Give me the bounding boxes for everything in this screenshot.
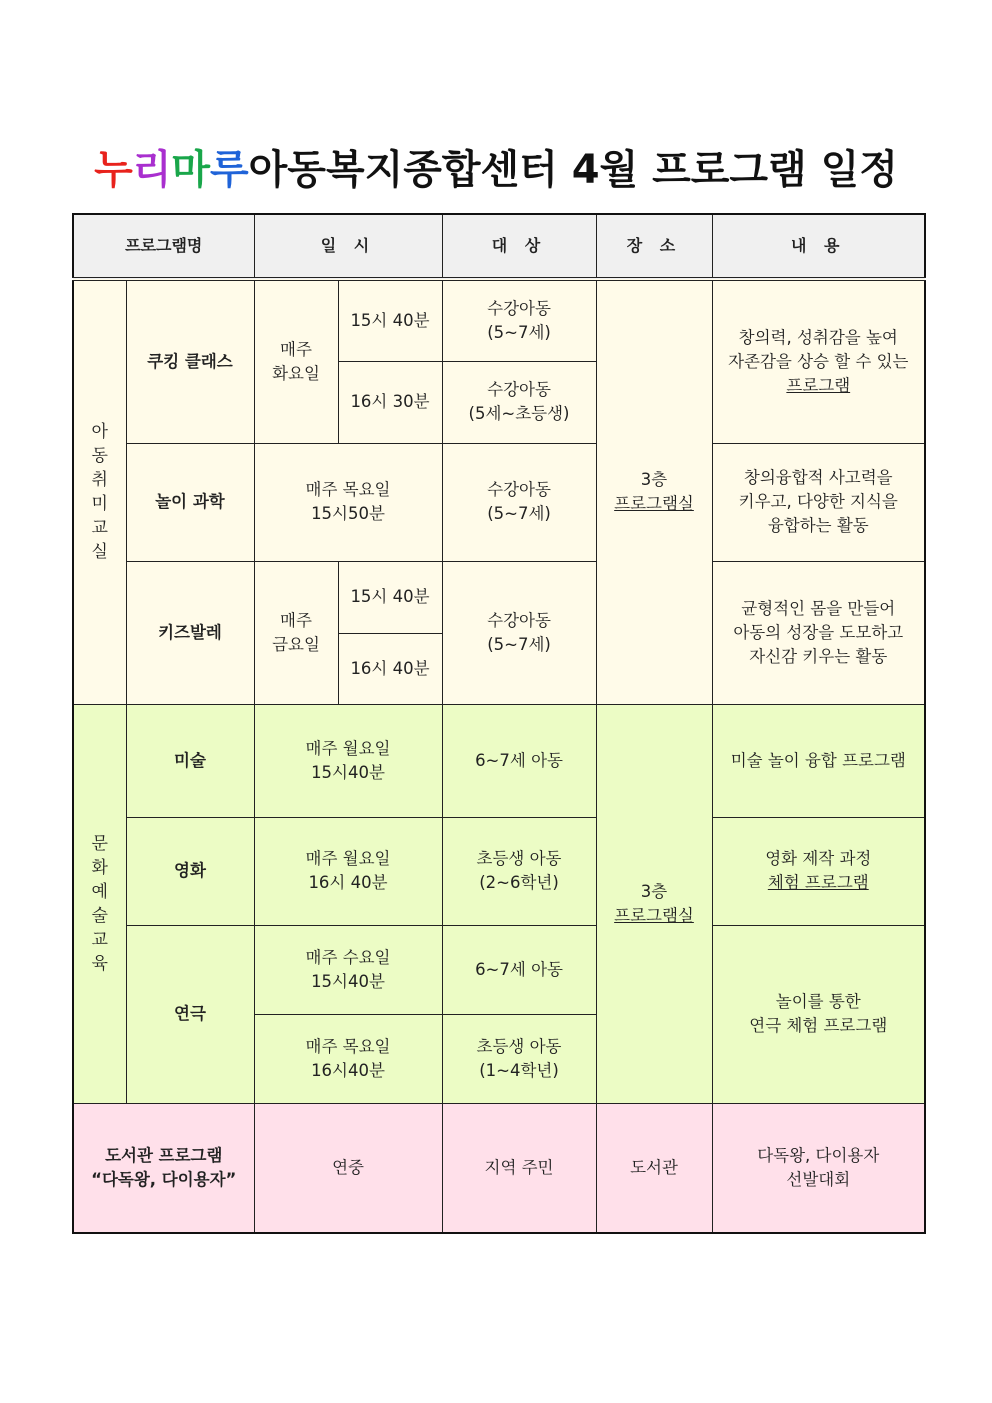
film-content xyxy=(712,817,925,925)
table-row xyxy=(73,925,925,1014)
program-name-library xyxy=(73,1103,254,1233)
art-target: 6~7세 아동 xyxy=(442,704,596,817)
section-label-hobby xyxy=(73,279,126,704)
header-program: 프로그램명 xyxy=(73,214,254,279)
program-name-science: 놀이 과학 xyxy=(126,443,254,561)
content-line: 놀이를 통한 xyxy=(775,992,861,1011)
place-hobby xyxy=(596,279,712,704)
section-label-text: 문화예술교육 xyxy=(91,833,108,974)
target-line: (5~7세) xyxy=(487,322,551,342)
target-line: 초등생 아동 xyxy=(476,849,562,868)
content-line: 자존감을 상승 할 수 있는 xyxy=(728,351,909,371)
ballet-day xyxy=(254,561,338,704)
content-line: 융합하는 활동 xyxy=(767,516,869,535)
target-line: (1~4학년) xyxy=(479,1060,559,1080)
drama-target-1: 6~7세 아동 xyxy=(442,925,596,1014)
target-line: (5~7세) xyxy=(487,504,551,523)
table-row xyxy=(73,704,925,817)
target-line: 수강아동 xyxy=(487,380,551,399)
datetime-line: 15시40분 xyxy=(311,762,385,782)
ballet-time-2: 16시 40분 xyxy=(338,633,442,704)
drama-datetime-2 xyxy=(254,1014,442,1103)
library-name-line: “다독왕, 다이용자” xyxy=(91,1169,237,1189)
place-line: 프로그램실 xyxy=(614,905,694,925)
place-line: 프로그램실 xyxy=(614,494,694,514)
table-row xyxy=(73,443,925,561)
table-row xyxy=(73,279,925,361)
datetime-line: 매주 월요일 xyxy=(305,738,391,758)
target-line: (5~7세) xyxy=(487,634,551,654)
datetime-line: 매주 월요일 xyxy=(305,849,391,868)
drama-content xyxy=(712,925,925,1103)
program-name-ballet: 키즈발레 xyxy=(126,561,254,704)
datetime-line: 매주 수요일 xyxy=(305,947,391,967)
cooking-day-line: 화요일 xyxy=(272,363,320,383)
cooking-time-1: 15시 40분 xyxy=(338,279,442,361)
science-target xyxy=(442,443,596,561)
content-line: 다독왕, 다이용자 xyxy=(757,1145,880,1165)
content-line: 자신감 키우는 활동 xyxy=(749,646,888,666)
title-text: 아동복지종합센터 4월 프로그램 일정 xyxy=(248,147,898,193)
table-row xyxy=(73,817,925,925)
table-row xyxy=(73,561,925,633)
ballet-content xyxy=(712,561,925,704)
ballet-day-line: 금요일 xyxy=(272,634,320,654)
cooking-target-1 xyxy=(442,279,596,361)
datetime-line: 15시40분 xyxy=(311,971,385,991)
art-content: 미술 놀이 융합 프로그램 xyxy=(712,704,925,817)
ballet-time-1: 15시 40분 xyxy=(338,561,442,633)
datetime-line: 15시50분 xyxy=(311,504,385,523)
place-culture xyxy=(596,704,712,1103)
target-line: 수강아동 xyxy=(487,298,551,318)
content-line: 아동의 성장을 도모하고 xyxy=(733,622,904,642)
film-target xyxy=(442,817,596,925)
library-name-line: 도서관 프로그램 xyxy=(105,1145,223,1165)
cooking-content xyxy=(712,279,925,443)
cooking-day xyxy=(254,279,338,443)
datetime-line: 16시40분 xyxy=(311,1060,385,1080)
datetime-line: 매주 목요일 xyxy=(305,1036,391,1056)
target-line: (2~6학년) xyxy=(479,873,559,892)
program-name-cooking: 쿠킹 클래스 xyxy=(126,279,254,443)
target-line: 수강아동 xyxy=(487,480,551,499)
program-schedule-table xyxy=(72,213,926,1234)
science-datetime xyxy=(254,443,442,561)
content-line: 창의력, 성취감을 높여 xyxy=(738,327,898,347)
library-place: 도서관 xyxy=(596,1103,712,1233)
library-target: 지역 주민 xyxy=(442,1103,596,1233)
content-line: 프로그램 xyxy=(786,375,851,395)
header-content: 내 용 xyxy=(712,214,925,279)
content-line: 균형적인 몸을 만들어 xyxy=(741,598,896,618)
art-datetime xyxy=(254,704,442,817)
header-place: 장 소 xyxy=(596,214,712,279)
drama-target-2 xyxy=(442,1014,596,1103)
program-name-film: 영화 xyxy=(126,817,254,925)
table-row xyxy=(73,1103,925,1233)
content-line: 연극 체험 프로그램 xyxy=(749,1016,888,1035)
content-line: 선발대회 xyxy=(786,1169,851,1189)
library-datetime: 연중 xyxy=(254,1103,442,1233)
header-row xyxy=(73,214,925,279)
drama-datetime-1 xyxy=(254,925,442,1014)
page-title xyxy=(0,138,992,195)
place-line: 3층 xyxy=(640,470,668,490)
library-content xyxy=(712,1103,925,1233)
place-line: 3층 xyxy=(640,881,668,901)
program-name-art: 미술 xyxy=(126,704,254,817)
program-name-drama: 연극 xyxy=(126,925,254,1103)
content-line: 영화 제작 과정 xyxy=(765,849,872,868)
datetime-line: 16시 40분 xyxy=(308,873,388,892)
cooking-target-2 xyxy=(442,361,596,443)
target-line: (5세~초등생) xyxy=(468,404,570,423)
cooking-time-2: 16시 30분 xyxy=(338,361,442,443)
cooking-day-line: 매주 xyxy=(280,339,312,359)
section-label-text: 아동취미교실 xyxy=(91,422,108,563)
content-line: 키우고, 다양한 지식을 xyxy=(738,492,898,511)
film-datetime xyxy=(254,817,442,925)
logo-text: 누리마루 xyxy=(94,147,249,193)
ballet-day-line: 매주 xyxy=(280,610,312,630)
header-datetime: 일 시 xyxy=(254,214,442,279)
header-target: 대 상 xyxy=(442,214,596,279)
datetime-line: 매주 목요일 xyxy=(305,480,391,499)
target-line: 수강아동 xyxy=(487,610,551,630)
content-line: 체험 프로그램 xyxy=(767,873,869,892)
section-label-culture xyxy=(73,704,126,1103)
ballet-target xyxy=(442,561,596,704)
science-content xyxy=(712,443,925,561)
content-line: 창의융합적 사고력을 xyxy=(743,468,893,487)
target-line: 초등생 아동 xyxy=(476,1036,562,1056)
